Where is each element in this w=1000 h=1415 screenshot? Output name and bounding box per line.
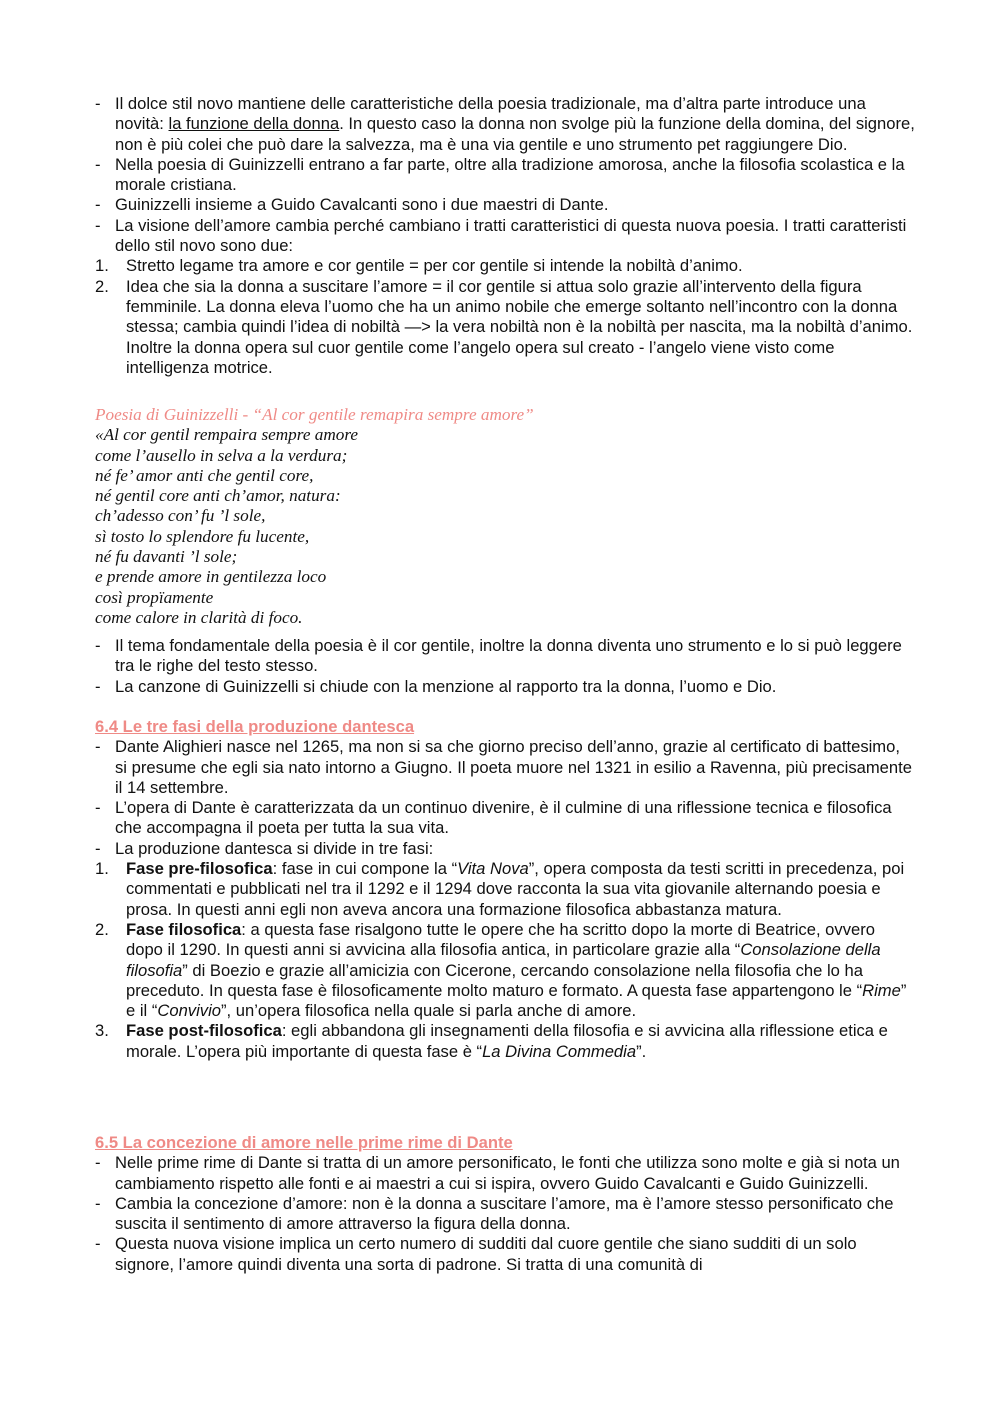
bullet-item	[95, 677, 915, 697]
bullet-marker: -	[95, 1234, 101, 1254]
bullet-text: La canzone di Guinizzelli si chiude con la menzione al rapporto tra la donna, l’uomo e Dio.	[115, 676, 777, 696]
poem-line: né fu davanti ’l sole;	[95, 547, 238, 567]
number-marker: 2.	[95, 276, 109, 296]
section-6-5	[95, 1133, 915, 1275]
bullet-item	[95, 839, 915, 859]
section-6-4	[95, 717, 915, 1062]
bullet-marker: -	[95, 1153, 101, 1173]
poem-line: né fe’ amor anti che gentil core,	[95, 465, 314, 485]
bullet-item	[95, 155, 915, 196]
bullet-text: Dante Alighieri nasce nel 1265, ma non si sa che giorno preciso dell’anno, grazie al certificato di battesimo, si presume che egli sia nato intorno a Giugno. Il poeta muore nel 1321 in esilio a Ravenna, più precisamente il 14 settembre.	[115, 737, 912, 797]
numbered-item	[95, 256, 915, 276]
bullet-text: Il dolce stil novo mantiene delle caratteristiche della poesia tradizionale, ma d’altra parte introduce una novità: la funzione della donna. In questo caso la donna non svolge più la funzione della domina, del signore, non è più colei che può dare la salvezza, ma è una via gentile e uno strumento pet raggiungere Dio.	[115, 94, 915, 154]
bullet-item	[95, 737, 915, 798]
work-title: Rime	[862, 980, 901, 1000]
bullet-item	[95, 1194, 915, 1235]
work-title: Consolazione della filosofia	[126, 940, 881, 980]
bullet-marker: -	[95, 195, 101, 215]
numbered-item	[95, 859, 915, 920]
bullet-item	[95, 1153, 915, 1194]
number-marker: 1.	[95, 859, 109, 879]
number-marker: 2.	[95, 919, 109, 939]
bullet-item	[95, 195, 915, 215]
poem-line: «Al cor gentil rempaira sempre amore	[95, 425, 359, 445]
work-title: La Divina Commedia	[482, 1041, 637, 1061]
bullet-item	[95, 216, 915, 257]
poem-line: come calore in clarità di foco.	[95, 607, 303, 627]
bullet-marker: -	[95, 838, 101, 858]
bullet-marker: -	[95, 676, 101, 696]
bullet-marker: -	[95, 737, 101, 757]
numbered-text: Stretto legame tra amore e cor gentile = per cor gentile si intende la nobiltà d’animo.	[126, 256, 743, 276]
bullet-item	[95, 636, 915, 677]
poem-line: così propïamente	[95, 587, 214, 607]
section-heading: 6.4 Le tre fasi della produzione dantesca	[95, 717, 415, 736]
numbered-item	[95, 920, 915, 1021]
poem-line: come l’ausello in selva a la verdura;	[95, 445, 348, 465]
bullet-text: L’opera di Dante è caratterizzata da un continuo divenire, è il culmine di una riflessione tecnica e filosofica che accompagna il poeta per tutta la sua vita.	[115, 798, 892, 838]
bullet-item	[95, 1234, 915, 1275]
bullet-item	[95, 94, 915, 155]
numbered-item	[95, 277, 915, 378]
numbered-text: Fase pre-filosofica: fase in cui compone la “Vita Nova”, opera composta da testi scritti in precedenza, poi commentati e pubblicati nel tra il 1292 e il 1294 dove racconta la sua vita giovanile alternando poesia e prosa. In questi anni egli non aveva ancora una formazione filosofica abbastanza matura.	[126, 859, 905, 919]
bullet-text: Guinizzelli insieme a Guido Cavalcanti sono i due maestri di Dante.	[115, 195, 609, 215]
numbered-text: Fase post-filosofica: egli abbandona gli insegnamenti della filosofia e si avvicina alla riflessione etica e morale. L’opera più importante di questa fase è “La Divina Commedia”.	[126, 1021, 888, 1061]
bullet-text: Il tema fondamentale della poesia è il cor gentile, inoltre la donna diventa uno strumento e lo si può leggere tra le righe del testo stesso.	[115, 636, 902, 676]
poem-line: sì tosto lo splendore fu lucente,	[95, 526, 310, 546]
numbered-text: Idea che sia la donna a suscitare l’amore = il cor gentile si attua solo grazie all’intervento della figura femminile. La donna eleva l’uomo che ha un animo nobile che emerge soltanto nell’incontro con la donna stessa; cambia quindi l’idea di nobiltà —> la vera nobiltà non è la nobiltà per nascita, ma la nobiltà d’animo. Inoltre la donna opera sul cuor gentile come l’angelo opera sul creato - l’angelo viene visto come intelligenza motrice.	[126, 276, 913, 377]
poem-title: Poesia di Guinizzelli - “Al cor gentile remapira sempre amore”	[95, 405, 534, 424]
bullet-marker: -	[95, 215, 101, 235]
after-poem-list	[95, 636, 915, 697]
poem-line: né gentil core anti ch’amor, natura:	[95, 486, 341, 506]
poem-line: e prende amore in gentilezza loco	[95, 567, 327, 587]
poem-block	[95, 405, 915, 628]
bullet-marker: -	[95, 94, 101, 113]
bullet-marker: -	[95, 1193, 101, 1213]
number-marker: 3.	[95, 1021, 109, 1041]
section-heading: 6.5 La concezione di amore nelle prime rime di Dante	[95, 1133, 513, 1152]
numbered-text: Fase filosofica: a questa fase risalgono tutte le opere che ha scritto dopo la morte di Beatrice, ovvero dopo il 1290. In questi anni si avvicina alla filosofia antica, in particolare grazie alla “Consolazione della filosofia” di Boezio e grazie all’amicizia con Cicerone, cercando consolazione nella filosofia che lo ha preceduto. In questa fase è filosoficamente molto maturo e formato. A questa fase appartengono le “Rime” e il “Convivio”, un’opera filosofica nella quale si parla anche di amore.	[126, 919, 907, 1021]
bullet-text: Cambia la concezione d’amore: non è la donna a suscitare l’amore, ma è l’amore stesso personificato che suscita il sentimento di amore attraverso la figura della donna.	[115, 1193, 894, 1234]
intro-list	[95, 94, 915, 378]
bullet-marker: -	[95, 798, 101, 818]
underlined-phrase: la funzione della donna	[168, 114, 340, 134]
bullet-item	[95, 798, 915, 839]
bullet-text: La produzione dantesca si divide in tre fasi:	[115, 838, 434, 858]
poem-line: ch’adesso con’ fu ’l sole,	[95, 506, 266, 526]
bullet-text: Nelle prime rime di Dante si tratta di un amore personificato, le fonti che utilizza sono molte e già si nota un cambiamento rispetto alle fonti e ai maestri a cui si ispira, ovvero Guido Cavalcanti e Guido Guinizzelli.	[115, 1153, 900, 1193]
bullet-marker: -	[95, 154, 101, 174]
bullet-text: Nella poesia di Guinizzelli entrano a far parte, oltre alla tradizione amorosa, anche la filosofia scolastica e la morale cristiana.	[115, 154, 905, 195]
numbered-item	[95, 1021, 915, 1062]
bullet-marker: -	[95, 636, 101, 655]
work-title: Vita Nova	[457, 859, 529, 879]
bullet-text: Questa nuova visione implica un certo numero di sudditi dal cuore gentile che siano sudditi di un solo signore, l’amore quindi diventa una sorta di padrone. Si tratta di una comunità di	[115, 1234, 857, 1274]
work-title: Convivio	[157, 1001, 221, 1021]
number-marker: 1.	[95, 256, 109, 276]
bullet-text: La visione dell’amore cambia perché cambiano i tratti caratteristici di questa nuova poesia. I tratti caratteristi dello stil novo sono due:	[115, 215, 907, 256]
